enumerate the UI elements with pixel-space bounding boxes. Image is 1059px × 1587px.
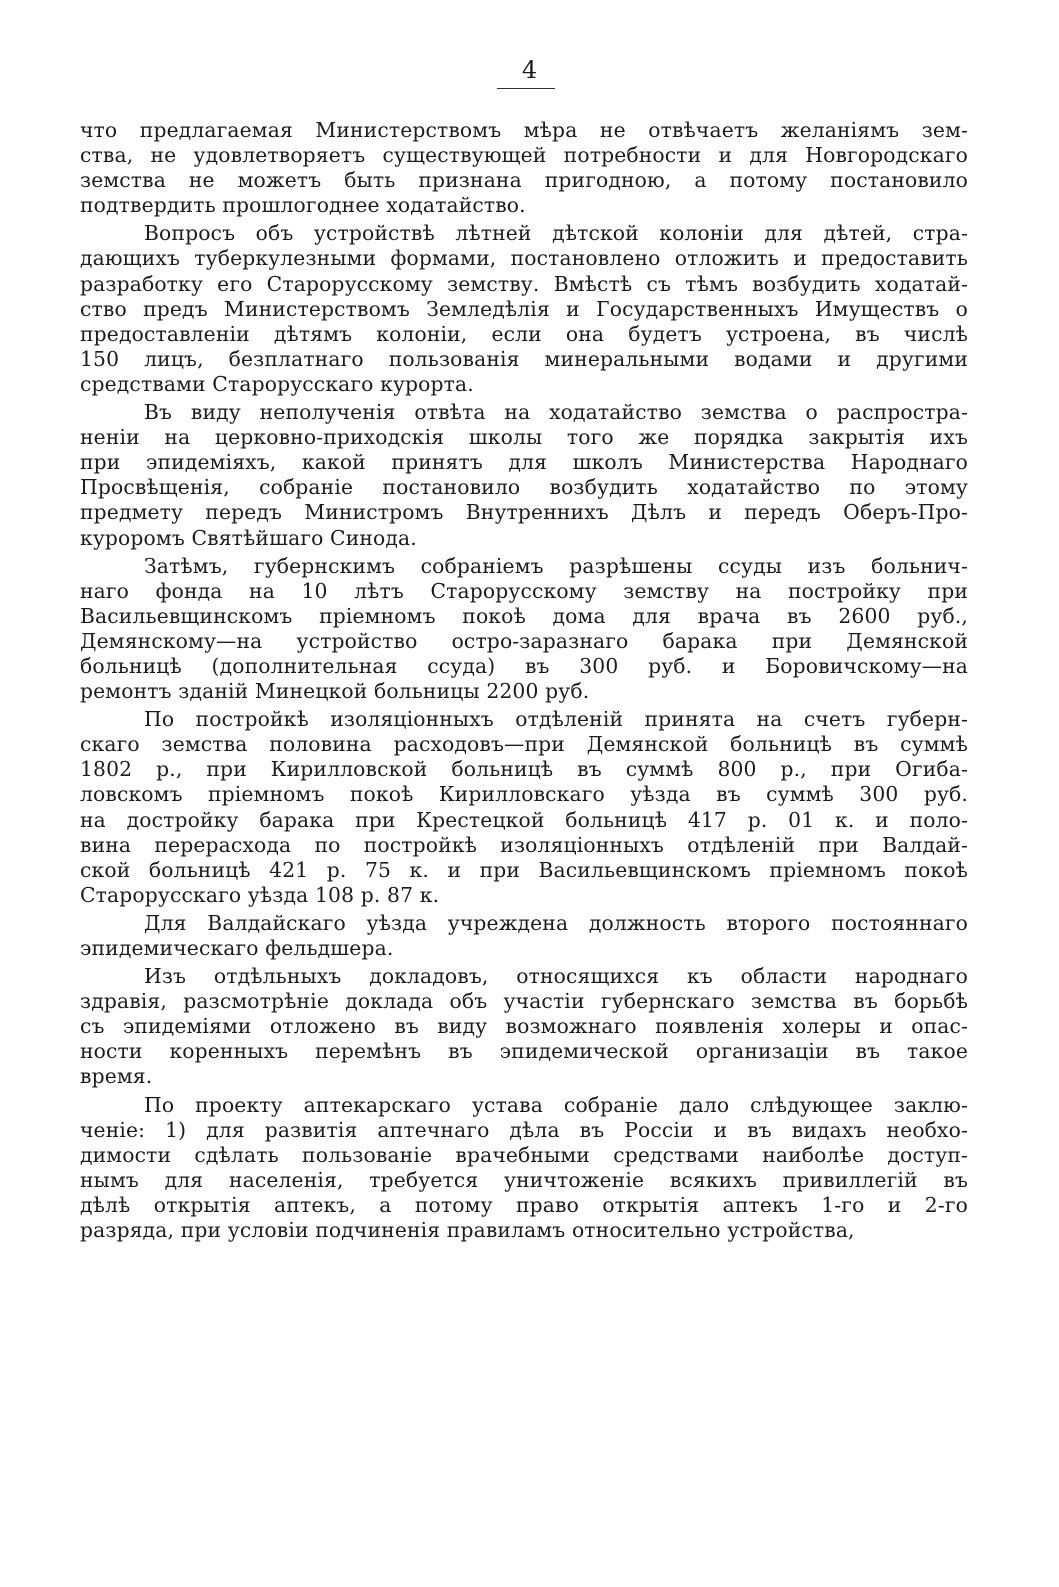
text-line: ство предъ Министерствомъ Земледѣлія и Государственныхъ Имуществъ о (80, 296, 968, 321)
text-line: средствами Старорусскаго курорта. (80, 371, 474, 396)
text-line: время. (80, 1064, 153, 1089)
text-line: эпидемическаго фельдшера. (80, 936, 394, 960)
page-number: 4 (521, 56, 538, 84)
text-line: димости сдѣлать пользованіе врачебными средствами наиболѣе доступ- (80, 1142, 968, 1167)
text-line: По проекту аптекарскаго устава собраніе дало слѣдующее заклю- (144, 1092, 968, 1117)
paragraph (80, 1093, 968, 1244)
text-line: 1802 р., при Кирилловской больницѣ въ суммѣ 800 р., при Огиба- (80, 757, 968, 782)
text-line: ности коренныхъ перемѣнъ въ эпидемической организаціи въ такое (80, 1039, 968, 1064)
text-line: предмету передъ Министромъ Внутреннихъ Дѣлъ и передъ Оберъ-Про- (80, 500, 968, 525)
paragraph (80, 221, 968, 397)
header-rule (497, 88, 555, 89)
text-line: неніи на церковно-приходскія школы того же порядка закрытія ихъ (80, 425, 968, 450)
paragraph (80, 400, 968, 551)
text-line: нымъ для населенія, требуется уничтоженіе всякихъ привиллегій въ (80, 1167, 968, 1192)
paragraph (80, 911, 968, 961)
text-line: Вопросъ объ устройствѣ лѣтней дѣтской колоніи для дѣтей, стра- (144, 221, 968, 246)
text-line: съ эпидеміями отложено въ виду возможнаго появленія холеры и опас- (80, 1014, 968, 1039)
paragraph (80, 707, 968, 908)
text-line: дѣлѣ открытія аптекъ, а потому право открытія аптекъ 1-го и 2-го (80, 1192, 968, 1217)
text-line: ства, не удовлетворяетъ существующей потребности и для Новгородскаго (80, 143, 968, 168)
text-line: что предлагаемая Министерствомъ мѣра не отвѣчаетъ желаніямъ зем- (80, 118, 968, 142)
text-line: Демянскому—на устройство остро-заразнаго барака при Демянской (80, 628, 968, 653)
text-line: ловскомъ пріемномъ покоѣ Кирилловскаго уѣзда въ суммѣ 300 руб. (80, 782, 968, 807)
text-line: земства не можетъ быть признана пригодною, а потому постановило (80, 168, 968, 193)
text-line: здравія, разсмотрѣніе доклада объ участіи губернскаго земства въ борьбѣ (80, 989, 968, 1014)
text-line: на достройку барака при Крестецкой больницѣ 417 р. 01 к. и поло- (80, 807, 968, 832)
text-line: куроромъ Святѣйшаго Синода. (80, 525, 417, 550)
text-line: дающихъ туберкулезными формами, постановлено отложить и предоставить (80, 246, 968, 271)
text-line: скаго земства половина расходовъ—при Демянской больницѣ въ суммѣ (80, 732, 968, 757)
text-line: Затѣмъ, губернскимъ собраніемъ разрѣшены ссуды изъ больнич- (144, 553, 968, 578)
text-line: ченіе: 1) для развитія аптечнаго дѣла въ Россіи и въ видахъ необхо- (80, 1117, 968, 1142)
text-line: наго фонда на 10 лѣтъ Старорусскому земству на постройку при (80, 578, 968, 603)
paragraph (80, 554, 968, 705)
paragraph (80, 118, 968, 218)
text-line: вина перерасхода по постройкѣ изоляціонныхъ отдѣленій при Валдай- (80, 832, 968, 857)
text-line: Просвѣщенія, собраніе постановило возбудить ходатайство по этому (80, 475, 968, 500)
text-line: предоставленіи дѣтямъ колоніи, если она будетъ устроена, въ числѣ (80, 321, 968, 346)
text-line: ремонтъ зданій Минецкой больницы 2200 руб. (80, 679, 590, 704)
text-line: По постройкѣ изоляціонныхъ отдѣленій принята на счетъ губерн- (144, 707, 968, 732)
text-line: Изъ отдѣльныхъ докладовъ, относящихся къ области народнаго (144, 964, 968, 989)
text-line: больницѣ (дополнительная ссуда) въ 300 руб. и Боровичскому—на (80, 653, 968, 678)
text-line: Въ виду неполученія отвѣта на ходатайство земства о распростра- (144, 400, 968, 425)
text-line: Старорусскаго уѣзда 108 р. 87 к. (80, 882, 440, 907)
text-line: разработку его Старорусскому земству. Вмѣстѣ съ тѣмъ возбудить ходатай- (80, 271, 968, 296)
text-line: Васильевщинскомъ пріемномъ покоѣ дома для врача въ 2600 руб., (80, 603, 968, 628)
paragraph (80, 964, 968, 1089)
text-line: Для Валдайскаго уѣзда учреждена должность второго постояннаго (144, 910, 968, 935)
text-line: при эпидеміяхъ, какой принятъ для школъ Министерства Народнаго (80, 450, 968, 475)
text-line: разряда, при условіи подчиненія правиламъ относительно устройства, (80, 1218, 855, 1243)
text-line: подтвердить прошлогоднее ходатайство. (80, 193, 526, 218)
text-line: 150 лицъ, безплатнаго пользованія минеральными водами и другими (80, 346, 968, 371)
body-text (80, 118, 968, 1243)
text-line: ской больницѣ 421 р. 75 к. и при Васильевщинскомъ пріемномъ покоѣ (80, 857, 968, 882)
